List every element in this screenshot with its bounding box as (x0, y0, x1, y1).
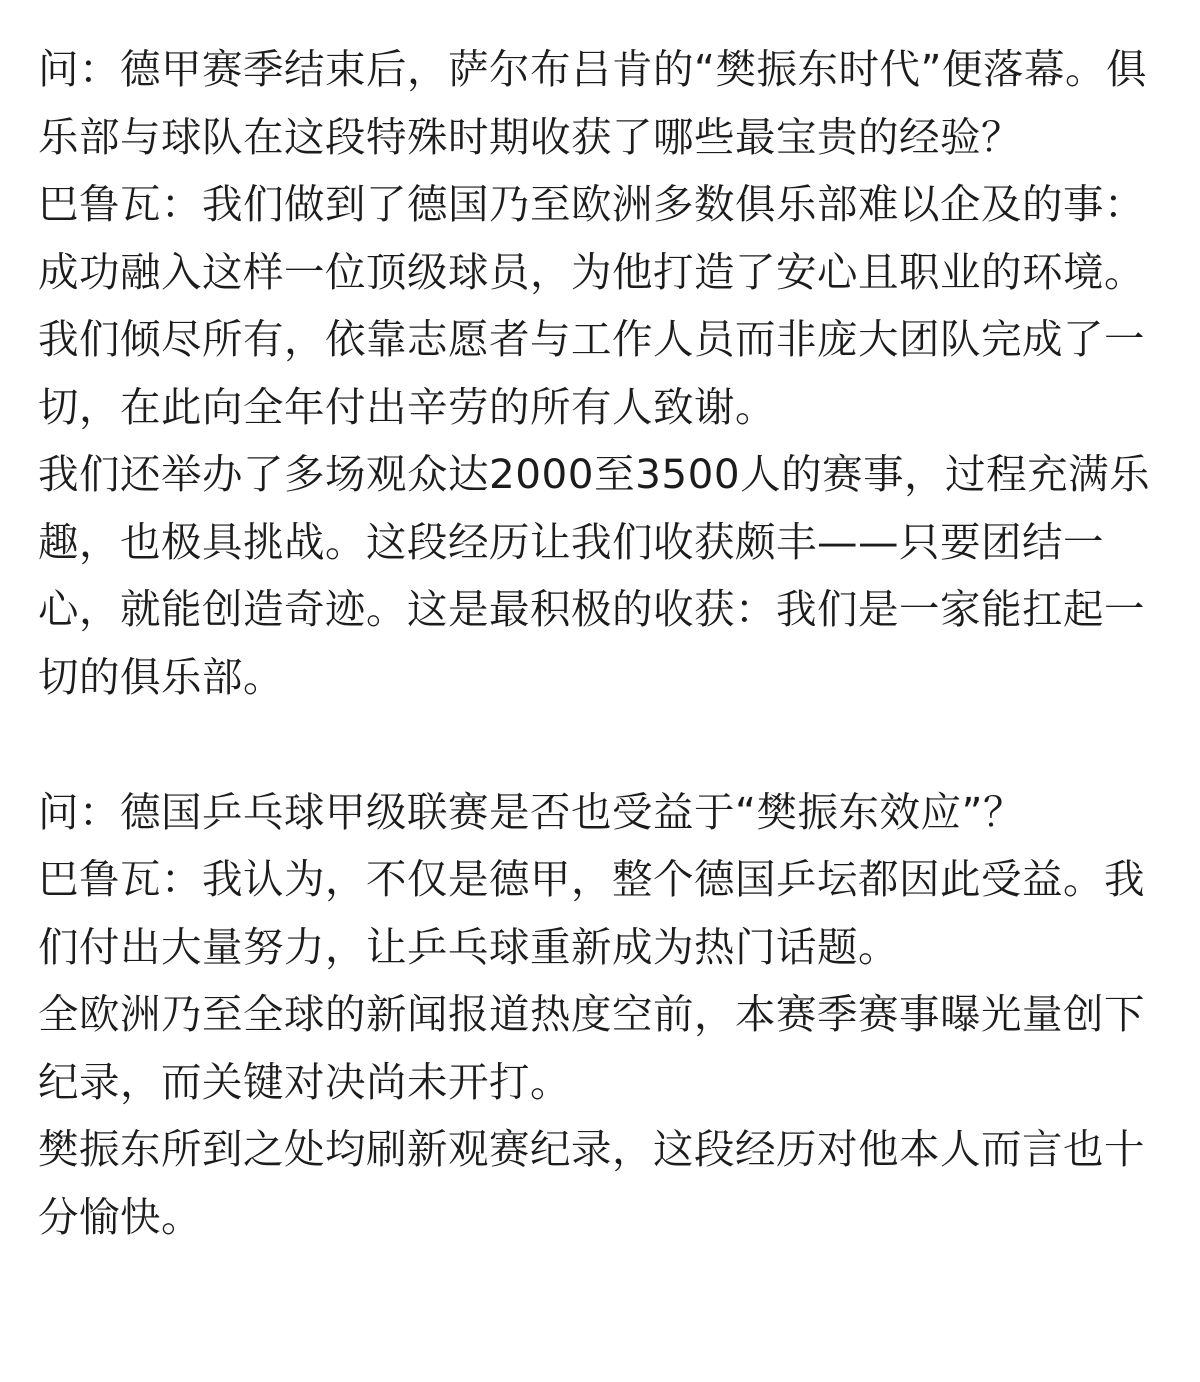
article-body (38, 36, 1168, 1251)
answer-1-paragraph-1: 巴鲁瓦：我们做到了德国乃至欧洲多数俱乐部难以企及的事：成功融入这样一位顶级球员，为他打造了安心且职业的环境。 (38, 180, 1145, 296)
answer-2-paragraph-2: 全欧洲乃至全球的新闻报道热度空前，本赛季赛事曝光量创下纪录，而关键对决尚未开打。 (38, 990, 1145, 1106)
answer-1-paragraph-3: 我们还举办了多场观众达2000至3500人的赛事，过程充满乐趣，也极具挑战。这段经历让我们收获颇丰——只要团结一心，就能创造奇迹。这是最积极的收获：我们是一家能扛起一切的俱乐部。 (38, 450, 1151, 701)
question-2: 问：德国乒乓球甲级联赛是否也受益于“樊振东效应”？ (38, 787, 1024, 836)
answer-2-paragraph-3: 樊振东所到之处均刷新观赛纪录，这段经历对他本人而言也十分愉快。 (38, 1125, 1145, 1241)
question-1: 问：德甲赛季结束后，萨尔布吕肯的“樊振东时代”便落幕。俱乐部与球队在这段特殊时期收获了哪些最宝贵的经验？ (38, 45, 1147, 161)
section-divider (38, 711, 1168, 779)
answer-1-paragraph-2: 我们倾尽所有，依靠志愿者与工作人员而非庞大团队完成了一切，在此向全年付出辛劳的所有人致谢。 (38, 315, 1145, 431)
answer-2-paragraph-1: 巴鲁瓦：我认为，不仅是德甲，整个德国乒坛都因此受益。我们付出大量努力，让乒乓球重新成为热门话题。 (38, 855, 1145, 971)
